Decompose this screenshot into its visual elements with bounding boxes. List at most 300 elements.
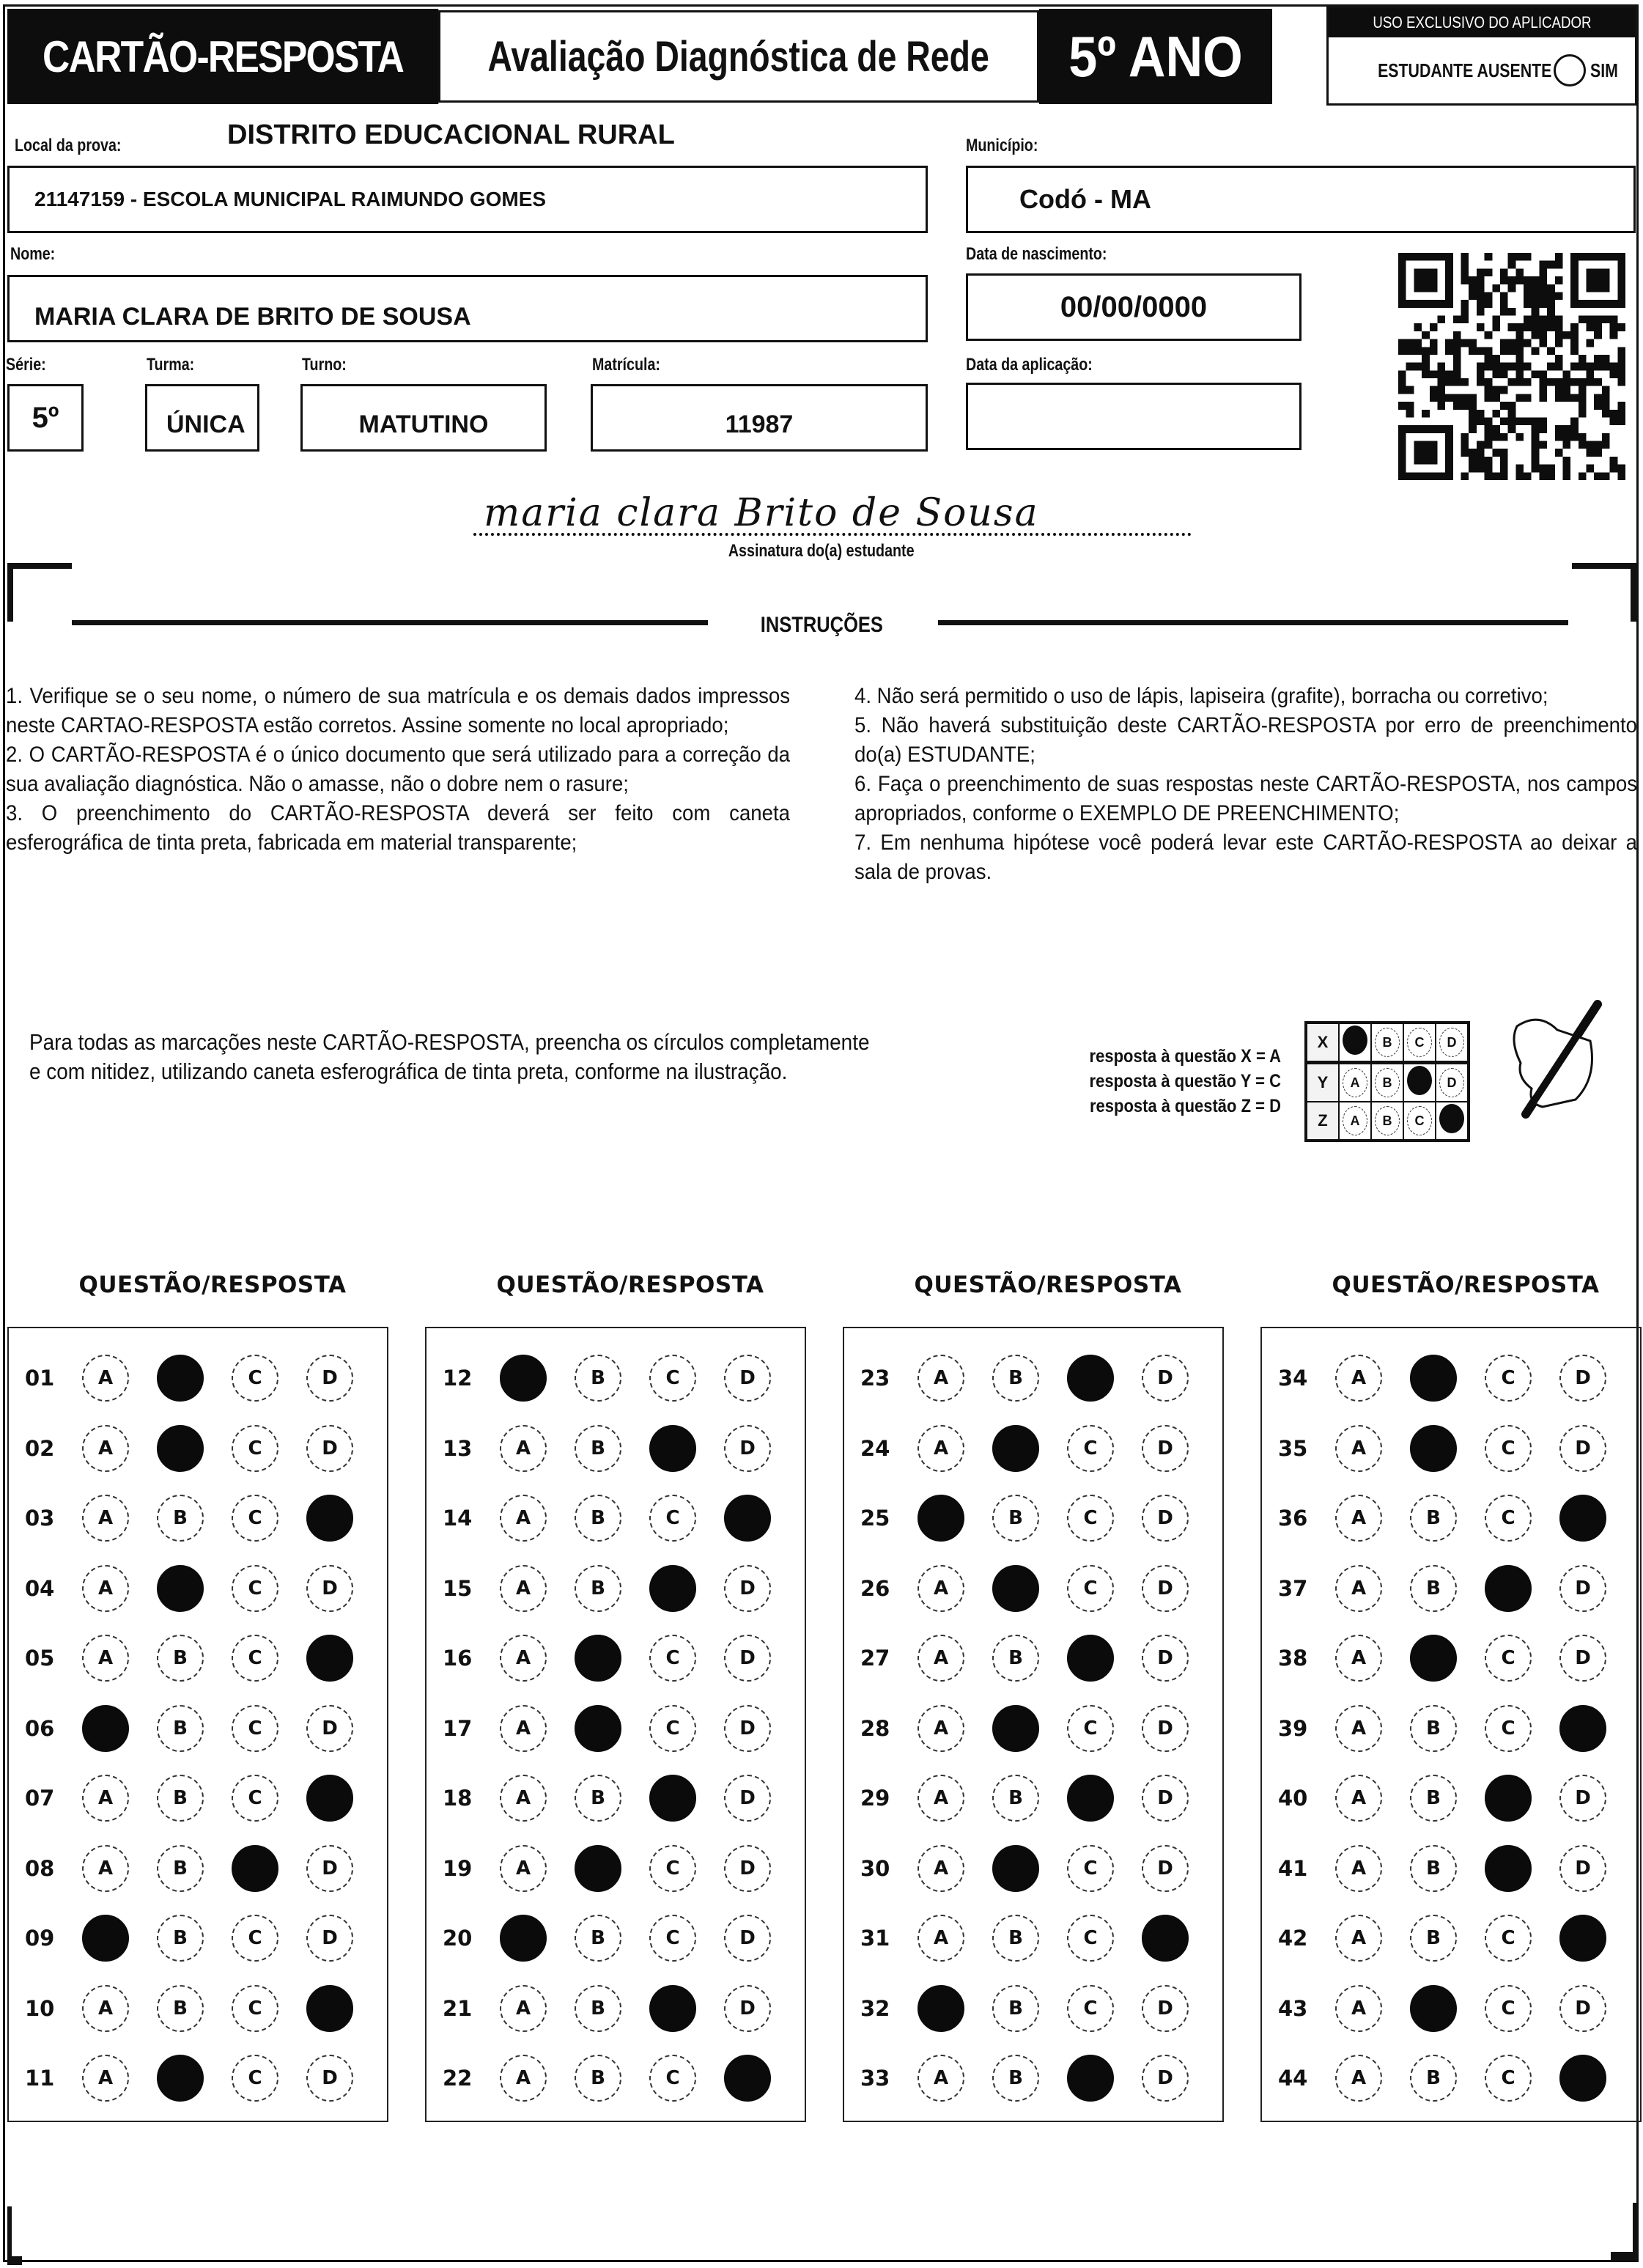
answer-bubble[interactable]: B: [1410, 1845, 1457, 1892]
qr-module: [1539, 417, 1547, 425]
answer-bubble-filled[interactable]: [1067, 1775, 1114, 1822]
answer-bubble[interactable]: D: [306, 1355, 353, 1402]
answer-bubble[interactable]: C: [1485, 1635, 1532, 1682]
qr-module: [1579, 363, 1587, 371]
qr-module: [1547, 308, 1555, 316]
qr-module: [1461, 441, 1469, 449]
answer-bubble-filled[interactable]: [1067, 1355, 1114, 1402]
answer-bubble[interactable]: A: [500, 2055, 547, 2102]
qr-module: [1570, 363, 1579, 371]
answer-bubble[interactable]: B: [575, 1565, 621, 1612]
qr-module: [1532, 457, 1540, 465]
answer-bubble[interactable]: C: [1485, 1705, 1532, 1752]
answer-bubble[interactable]: D: [1559, 1355, 1606, 1402]
qr-module: [1485, 331, 1493, 339]
hand-with-pen-icon: [1488, 997, 1612, 1144]
qr-module: [1406, 347, 1414, 355]
answer-bubble[interactable]: A: [1335, 1845, 1382, 1892]
answer-bubble[interactable]: C: [1067, 1845, 1114, 1892]
qr-module: [1555, 433, 1563, 441]
qr-module: [1602, 284, 1610, 292]
answer-bubble-filled[interactable]: [1485, 1565, 1532, 1612]
answer-bubble-filled[interactable]: [992, 1425, 1039, 1472]
answer-bubble-filled[interactable]: [724, 1495, 771, 1542]
answer-bubble[interactable]: D: [1142, 1705, 1189, 1752]
answer-bubble[interactable]: B: [1410, 1775, 1457, 1822]
qr-module: [1555, 323, 1563, 331]
answer-bubble-filled[interactable]: [992, 1845, 1039, 1892]
answer-bubble-filled[interactable]: [306, 1775, 353, 1822]
answer-bubble[interactable]: A: [500, 1425, 547, 1472]
qr-module: [1594, 284, 1602, 292]
answer-bubble-filled[interactable]: [1410, 1355, 1457, 1402]
answer-bubble-filled[interactable]: [1559, 1495, 1606, 1542]
qr-module: [1617, 355, 1625, 363]
qr-module: [1500, 449, 1508, 457]
answer-bubble[interactable]: C: [1067, 1705, 1114, 1752]
answer-bubble[interactable]: C: [1485, 1425, 1532, 1472]
answer-bubble-filled[interactable]: [500, 1355, 547, 1402]
student-signature: maria clara Brito de Sousa: [484, 491, 1039, 535]
answer-bubble[interactable]: D: [724, 1635, 771, 1682]
answer-bubble[interactable]: C: [232, 1495, 278, 1542]
qr-module: [1477, 457, 1485, 465]
qr-module: [1539, 425, 1547, 433]
municipio-field: [966, 166, 1636, 233]
answer-bubble-filled[interactable]: [1410, 1425, 1457, 1472]
answer-bubble[interactable]: A: [82, 1635, 129, 1682]
answer-bubble-filled[interactable]: [306, 1495, 353, 1542]
answer-bubble[interactable]: C: [232, 1985, 278, 2032]
qr-module: [1532, 370, 1540, 378]
qr-module: [1398, 284, 1406, 292]
answer-bubble[interactable]: B: [992, 1495, 1039, 1542]
qr-module: [1422, 370, 1430, 378]
qr-module: [1398, 300, 1406, 308]
answer-bubble-filled[interactable]: [1142, 1915, 1189, 1962]
qr-module: [1430, 268, 1438, 276]
answer-bubble[interactable]: D: [1559, 1565, 1606, 1612]
qr-module: [1524, 316, 1532, 324]
answer-bubble[interactable]: C: [1485, 1355, 1532, 1402]
answer-bubble[interactable]: D: [724, 1355, 771, 1402]
answer-bubble[interactable]: B: [992, 2055, 1039, 2102]
answer-bubble-filled[interactable]: [82, 1705, 129, 1752]
example-bubble: D: [1439, 1068, 1464, 1097]
qr-module: [1617, 276, 1625, 284]
answer-bubble[interactable]: B: [1410, 1705, 1457, 1752]
qr-module: [1555, 363, 1563, 371]
answer-row: [9, 1636, 381, 1680]
qr-module: [1532, 433, 1540, 441]
answer-bubble[interactable]: A: [918, 1775, 964, 1822]
question-number: 03: [25, 1506, 55, 1531]
answer-bubble[interactable]: A: [918, 1635, 964, 1682]
qr-module: [1500, 363, 1508, 371]
answer-bubble[interactable]: D: [1142, 1355, 1189, 1402]
answer-bubble[interactable]: B: [157, 1635, 204, 1682]
answer-bubble[interactable]: C: [232, 1425, 278, 1472]
answer-bubble[interactable]: A: [1335, 1985, 1382, 2032]
answer-block: [843, 1327, 1224, 2122]
answer-bubble[interactable]: C: [649, 1915, 696, 1962]
answer-bubble[interactable]: D: [1559, 1425, 1606, 1472]
answer-bubble[interactable]: B: [157, 1915, 204, 1962]
answer-bubble[interactable]: A: [82, 1425, 129, 1472]
answer-row: [427, 1776, 799, 1820]
answer-bubble[interactable]: A: [500, 1565, 547, 1612]
answer-bubble-filled[interactable]: [157, 1425, 204, 1472]
answer-bubble[interactable]: D: [724, 1915, 771, 1962]
answer-bubble[interactable]: C: [232, 2055, 278, 2102]
qr-module: [1594, 276, 1602, 284]
nascimento-label: Data de nascimento:: [966, 244, 1107, 264]
answer-bubble[interactable]: B: [575, 1425, 621, 1472]
qr-module: [1398, 457, 1406, 465]
qr-module: [1485, 441, 1493, 449]
answer-bubble-filled[interactable]: [992, 1705, 1039, 1752]
answer-bubble-filled[interactable]: [649, 1985, 696, 2032]
answer-bubble[interactable]: A: [500, 1705, 547, 1752]
qr-module: [1422, 441, 1430, 449]
question-number: 29: [860, 1786, 890, 1811]
answer-bubble[interactable]: A: [500, 1635, 547, 1682]
question-number: 01: [25, 1366, 55, 1391]
qr-module: [1414, 284, 1422, 292]
answer-bubble-filled[interactable]: [1067, 2055, 1114, 2102]
answer-bubble[interactable]: A: [1335, 2055, 1382, 2102]
answer-bubble[interactable]: C: [232, 1635, 278, 1682]
answer-bubble[interactable]: D: [1142, 1635, 1189, 1682]
answer-row: [9, 1916, 381, 1960]
qr-module: [1398, 253, 1406, 261]
answer-bubble[interactable]: B: [1410, 1915, 1457, 1962]
answer-bubble[interactable]: B: [992, 1915, 1039, 1962]
answer-bubble-filled[interactable]: [1067, 1635, 1114, 1682]
answer-bubble-filled[interactable]: [306, 1985, 353, 2032]
answer-bubble[interactable]: B: [575, 1915, 621, 1962]
serie-value: 5º: [32, 401, 59, 434]
answer-bubble-filled[interactable]: [306, 1635, 353, 1682]
example-grid: [1304, 1021, 1470, 1142]
answer-bubble[interactable]: A: [1335, 1915, 1382, 1962]
answer-bubble[interactable]: B: [1410, 2055, 1457, 2102]
qr-module: [1398, 378, 1406, 386]
answer-bubble[interactable]: D: [1142, 1775, 1189, 1822]
answer-bubble[interactable]: C: [1067, 1915, 1114, 1962]
qr-module: [1461, 402, 1469, 410]
answer-bubble[interactable]: A: [82, 1985, 129, 2032]
qr-module: [1570, 339, 1579, 347]
answer-bubble[interactable]: C: [649, 1355, 696, 1402]
answer-bubble-filled[interactable]: [724, 2055, 771, 2102]
qr-module: [1594, 378, 1602, 386]
qr-module: [1532, 316, 1540, 324]
answer-bubble[interactable]: D: [1559, 1985, 1606, 2032]
answer-bubble[interactable]: D: [1142, 1495, 1189, 1542]
answer-bubble[interactable]: C: [1067, 1495, 1114, 1542]
qr-module: [1562, 441, 1570, 449]
answer-bubble[interactable]: B: [575, 1355, 621, 1402]
answer-bubble[interactable]: A: [918, 2055, 964, 2102]
qr-module: [1602, 268, 1610, 276]
answer-bubble[interactable]: B: [157, 1495, 204, 1542]
qr-code: [1398, 253, 1625, 480]
answer-bubble[interactable]: B: [157, 1775, 204, 1822]
qr-module: [1500, 386, 1508, 394]
answer-row: [1262, 1987, 1634, 2030]
answer-bubble[interactable]: B: [992, 1985, 1039, 2032]
answer-row: [427, 1356, 799, 1400]
answer-bubble[interactable]: C: [1485, 2055, 1532, 2102]
answer-bubble[interactable]: B: [575, 1495, 621, 1542]
answer-bubble[interactable]: A: [82, 1565, 129, 1612]
answer-bubble-filled[interactable]: [649, 1565, 696, 1612]
answer-bubble[interactable]: C: [232, 1565, 278, 1612]
qr-module: [1617, 370, 1625, 378]
instructions-heading-text: INSTRUÇÕES: [760, 613, 883, 637]
answer-bubble[interactable]: A: [82, 1495, 129, 1542]
answer-bubble-filled[interactable]: [500, 1915, 547, 1962]
answer-row: [9, 1426, 381, 1470]
answer-bubble[interactable]: C: [1485, 1495, 1532, 1542]
qr-module: [1570, 425, 1579, 433]
answer-bubble-filled[interactable]: [649, 1775, 696, 1822]
answer-bubble[interactable]: C: [649, 2055, 696, 2102]
answer-bubble[interactable]: B: [157, 1845, 204, 1892]
answer-bubble[interactable]: D: [306, 1565, 353, 1612]
answer-bubble-filled[interactable]: [1559, 1705, 1606, 1752]
answer-bubble-filled[interactable]: [575, 1635, 621, 1682]
qr-module: [1570, 378, 1579, 386]
instructions-left: [6, 682, 790, 858]
answer-bubble[interactable]: A: [918, 1565, 964, 1612]
answer-bubble[interactable]: D: [724, 1845, 771, 1892]
answer-bubble[interactable]: A: [1335, 1425, 1382, 1472]
answer-bubble-filled[interactable]: [992, 1565, 1039, 1612]
answer-bubble[interactable]: C: [649, 1635, 696, 1682]
answer-bubble[interactable]: B: [992, 1775, 1039, 1822]
answer-bubble[interactable]: D: [306, 1425, 353, 1472]
answer-bubble-filled[interactable]: [232, 1845, 278, 1892]
answer-bubble-filled[interactable]: [1410, 1985, 1457, 2032]
qr-module: [1555, 394, 1563, 402]
qr-module: [1570, 268, 1579, 276]
qr-module: [1602, 386, 1610, 394]
answer-bubble[interactable]: A: [82, 2055, 129, 2102]
answer-bubble[interactable]: D: [306, 2055, 353, 2102]
answer-bubble[interactable]: B: [575, 1775, 621, 1822]
answer-bubble[interactable]: C: [1067, 1985, 1114, 2032]
qr-module: [1500, 472, 1508, 480]
answer-bubble-filled[interactable]: [157, 1355, 204, 1402]
answer-bubble[interactable]: B: [575, 2055, 621, 2102]
answer-bubble-filled[interactable]: [575, 1845, 621, 1892]
qr-module: [1461, 268, 1469, 276]
qr-module: [1570, 284, 1579, 292]
answer-bubble[interactable]: B: [1410, 1565, 1457, 1612]
answer-bubble-filled[interactable]: [1485, 1775, 1532, 1822]
answer-bubble[interactable]: D: [1559, 1845, 1606, 1892]
answer-bubble[interactable]: A: [500, 1775, 547, 1822]
qr-module: [1453, 363, 1461, 371]
answer-bubble[interactable]: B: [992, 1355, 1039, 1402]
answer-bubble[interactable]: A: [1335, 1495, 1382, 1542]
answer-bubble[interactable]: D: [724, 1425, 771, 1472]
qr-module: [1555, 316, 1563, 324]
qr-module: [1602, 300, 1610, 308]
answer-bubble-filled[interactable]: [575, 1705, 621, 1752]
answer-bubble[interactable]: B: [157, 1985, 204, 2032]
qr-module: [1532, 331, 1540, 339]
example-bubble: C: [1407, 1106, 1432, 1135]
qr-module: [1414, 323, 1422, 331]
answer-bubble[interactable]: B: [157, 1705, 204, 1752]
serie-field: [7, 384, 84, 452]
answer-bubble[interactable]: D: [1142, 1565, 1189, 1612]
answer-bubble[interactable]: A: [82, 1355, 129, 1402]
qr-module: [1570, 394, 1579, 402]
answer-bubble[interactable]: C: [232, 1915, 278, 1962]
answer-row: [427, 1916, 799, 1960]
answer-bubble[interactable]: A: [1335, 1635, 1382, 1682]
question-number: 14: [443, 1506, 473, 1531]
answer-bubble[interactable]: D: [1559, 1775, 1606, 1822]
answer-bubble-filled[interactable]: [157, 1565, 204, 1612]
answer-bubble[interactable]: A: [1335, 1565, 1382, 1612]
answer-bubble-filled[interactable]: [918, 1495, 964, 1542]
aplicacao-field[interactable]: [966, 383, 1302, 450]
answer-bubble-filled[interactable]: [1559, 2055, 1606, 2102]
instructions-heading: [0, 613, 1643, 638]
instruction-item: 3. O preenchimento do CARTÃO-RESPOSTA deverá ser feito com caneta esferográfica de tinta preta, fabricada em material transparente;: [6, 801, 791, 855]
answer-bubble[interactable]: C: [649, 1845, 696, 1892]
qr-module: [1414, 300, 1422, 308]
answer-bubble[interactable]: A: [1335, 1355, 1382, 1402]
qr-module: [1485, 472, 1493, 480]
answer-bubble[interactable]: C: [1067, 1565, 1114, 1612]
answer-bubble[interactable]: A: [918, 1915, 964, 1962]
answer-bubble-filled[interactable]: [918, 1985, 964, 2032]
qr-module: [1579, 441, 1587, 449]
answer-bubble[interactable]: A: [82, 1845, 129, 1892]
qr-module: [1500, 417, 1508, 425]
answer-bubble[interactable]: A: [500, 1495, 547, 1542]
answer-bubble[interactable]: D: [724, 1775, 771, 1822]
answer-bubble-filled[interactable]: [82, 1915, 129, 1962]
answer-bubble[interactable]: C: [649, 1495, 696, 1542]
qr-module: [1524, 339, 1532, 347]
qr-module: [1617, 261, 1625, 269]
answer-row: [1262, 1847, 1634, 1890]
qr-module: [1579, 378, 1587, 386]
answer-bubble-filled[interactable]: [649, 1425, 696, 1472]
answer-bubble[interactable]: C: [1067, 1425, 1114, 1472]
qr-module: [1508, 323, 1516, 331]
answer-bubble[interactable]: B: [992, 1635, 1039, 1682]
answer-bubble[interactable]: D: [306, 1915, 353, 1962]
qr-module: [1524, 378, 1532, 386]
answer-bubble-filled[interactable]: [1485, 1845, 1532, 1892]
answer-bubble-filled[interactable]: [157, 2055, 204, 2102]
answer-bubble[interactable]: A: [1335, 1705, 1382, 1752]
answer-bubble[interactable]: C: [1485, 1985, 1532, 2032]
qr-module: [1477, 378, 1485, 386]
qr-module: [1500, 347, 1508, 355]
answer-bubble-filled[interactable]: [1410, 1635, 1457, 1682]
answer-bubble[interactable]: A: [82, 1775, 129, 1822]
answer-bubble[interactable]: B: [1410, 1495, 1457, 1542]
qr-module: [1422, 449, 1430, 457]
answer-bubble[interactable]: D: [724, 1705, 771, 1752]
qr-module: [1602, 363, 1610, 371]
answer-bubble[interactable]: D: [306, 1705, 353, 1752]
answer-bubble[interactable]: D: [306, 1845, 353, 1892]
absent-student-bubble[interactable]: [1554, 54, 1586, 86]
qr-module: [1477, 284, 1485, 292]
qr-module: [1437, 425, 1445, 433]
qr-module: [1617, 417, 1625, 425]
answer-bubble[interactable]: A: [500, 1845, 547, 1892]
qr-module: [1610, 417, 1618, 425]
answer-bubble[interactable]: D: [724, 1985, 771, 2032]
qr-module: [1570, 253, 1579, 261]
answer-bubble[interactable]: A: [918, 1705, 964, 1752]
qr-module: [1547, 316, 1555, 324]
answer-bubble[interactable]: D: [1559, 1635, 1606, 1682]
qr-module: [1579, 433, 1587, 441]
qr-module: [1579, 402, 1587, 410]
qr-module: [1508, 363, 1516, 371]
qr-module: [1570, 417, 1579, 425]
answer-bubble[interactable]: D: [1142, 1425, 1189, 1472]
answer-row: [427, 2056, 799, 2100]
answer-bubble[interactable]: A: [918, 1845, 964, 1892]
answer-bubble[interactable]: D: [1142, 1985, 1189, 2032]
answer-bubble[interactable]: C: [232, 1775, 278, 1822]
answer-row: [844, 1356, 1216, 1400]
qr-module: [1594, 300, 1602, 308]
qr-module: [1508, 308, 1516, 316]
answer-bubble-filled[interactable]: [1559, 1915, 1606, 1962]
answer-row: [1262, 1706, 1634, 1750]
question-number: 31: [860, 1926, 890, 1951]
question-number: 08: [25, 1855, 55, 1881]
qr-module: [1430, 370, 1438, 378]
answer-bubble[interactable]: A: [500, 1985, 547, 2032]
answer-bubble[interactable]: C: [1485, 1915, 1532, 1962]
local-field: [7, 166, 928, 233]
example-bubble: B: [1375, 1028, 1400, 1057]
qr-module: [1515, 323, 1524, 331]
answer-bubble[interactable]: A: [918, 1425, 964, 1472]
answer-bubble[interactable]: D: [724, 1565, 771, 1612]
turno-field: [300, 384, 547, 452]
municipio-label: Município:: [966, 136, 1038, 155]
qr-module: [1398, 386, 1406, 394]
answer-bubble[interactable]: A: [1335, 1775, 1382, 1822]
answer-bubble[interactable]: B: [575, 1985, 621, 2032]
answer-bubble[interactable]: C: [649, 1705, 696, 1752]
qr-module: [1587, 323, 1595, 331]
answer-bubble[interactable]: D: [1142, 1845, 1189, 1892]
signature-line[interactable]: [473, 533, 1192, 536]
answer-bubble[interactable]: C: [232, 1355, 278, 1402]
answer-bubble[interactable]: D: [1142, 2055, 1189, 2102]
answer-bubble[interactable]: A: [918, 1355, 964, 1402]
answer-bubble[interactable]: C: [232, 1705, 278, 1752]
local-label: Local da prova:: [15, 136, 122, 155]
